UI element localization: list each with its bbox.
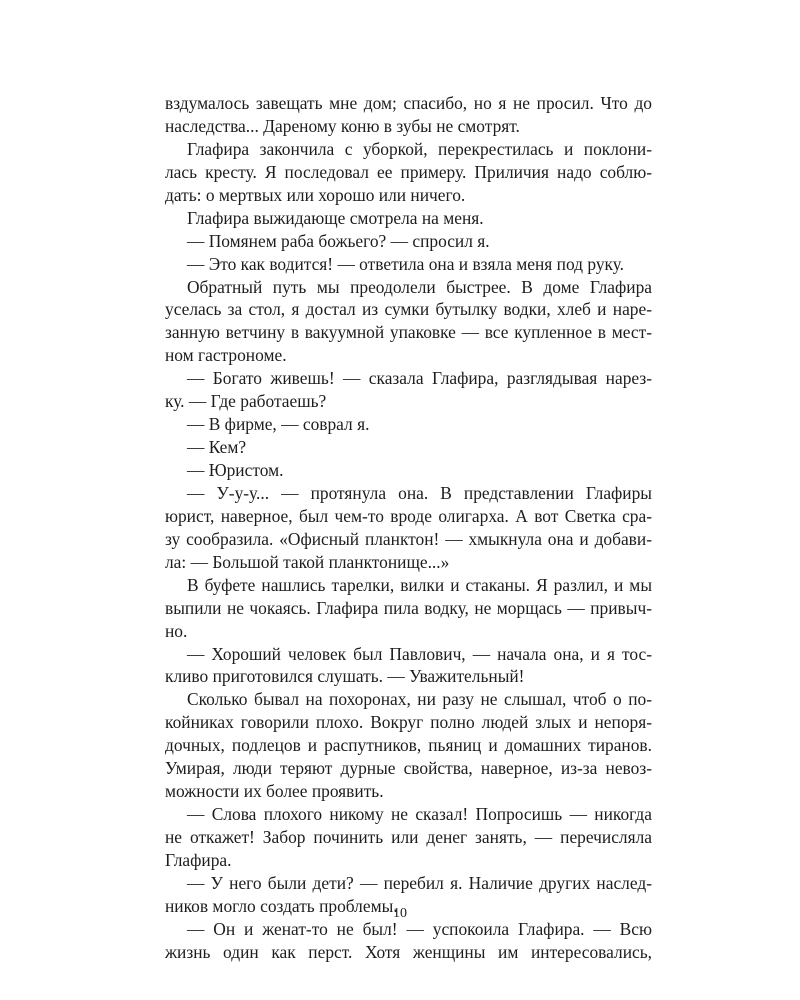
text-line: В буфете нашлись тарелки, вилки и стаканы. Я разлил, и мы (187, 574, 652, 595)
text-line: — Слова плохого никому не сказал! Попросишь — никогда (187, 804, 652, 825)
text-line: кливо приготовился слушать. — Уважительный! (165, 666, 525, 687)
text-line: дать: о мертвых или хорошо или ничего. (165, 184, 466, 205)
text-line: лась кресту. Я последовал ее примеру. Приличия надо соблю- (165, 161, 652, 182)
book-page-text (165, 92, 652, 964)
text-line: вздумалось завещать мне дом; спасибо, но я не просил. Что до (165, 93, 652, 113)
text-line: не откажет! Забор починить или денег занять, — перечисляла (165, 827, 652, 847)
text-line: занную ветчину в вакуумной упаковке — все купленное в мест- (165, 322, 652, 343)
text-line: дочных, подлецов и распутников, пьяниц и домашних тиранов. (165, 735, 652, 756)
text-line: — Хороший человек был Павлович, — начала она, и я тос- (187, 643, 652, 664)
text-line: койниках говорили плохо. Вокруг полно людей злых и непоря- (165, 712, 652, 733)
text-line: Глафира закончила с уборкой, перекрестилась и поклони- (187, 138, 652, 159)
text-line: ном гастрономе. (165, 345, 287, 366)
text-line: жизнь один как перст. Хотя женщины им интересовались, (165, 941, 652, 962)
text-line: — Кем? (187, 437, 247, 458)
text-line: ников могло создать проблемы. (165, 895, 398, 916)
text-line: выпили не чокаясь. Глафира пила водку, не морщась — привыч- (165, 597, 652, 618)
text-line: зу сообразила. «Офисный планктон! — хмыкнула она и добави- (165, 528, 652, 549)
text-line: — Юристом. (187, 460, 284, 480)
text-line: уселась за стол, я достал из сумки бутылку водки, хлеб и наре- (165, 299, 652, 320)
text-line: Сколько бывал на похоронах, ни разу не слышал, чтоб о по- (187, 689, 652, 710)
text-line: — Богато живешь! — сказала Глафира, разглядывая нарез- (187, 368, 652, 389)
text-line: ку. — Где работаешь? (165, 391, 327, 412)
text-line: — В фирме, — соврал я. (187, 414, 370, 435)
text-line: — Это как водится! — ответила она и взяла меня под руку. (187, 253, 625, 274)
text-line: но. (165, 620, 188, 641)
text-line: Глафира выжидающе смотрела на меня. (187, 207, 484, 228)
text-line: наследства... Дареному коню в зубы не смотрят. (165, 115, 520, 136)
text-line: Умирая, люди теряют дурные свойства, наверное, из-за невоз- (165, 758, 652, 779)
text-line: можности их более проявить. (165, 781, 384, 802)
text-line: — Он и женат-то не был! — успокоила Глафира. — Всю (187, 918, 652, 939)
text-line: — Помянем раба божьего? — спросил я. (187, 230, 490, 251)
text-line: Обратный путь мы преодолели быстрее. В доме Глафира (187, 276, 652, 297)
text-line: — У-у-у... — протянула она. В представлении Глафиры (187, 482, 652, 503)
text-line: — У него были дети? — перебил я. Наличие других наслед- (187, 872, 652, 893)
text-line: юрист, наверное, был чем-то вроде олигарха. А вот Светка сра- (165, 505, 652, 526)
page-number: 10 (393, 906, 407, 921)
text-line: Глафира. (165, 849, 232, 870)
text-line: ла: — Большой такой планктонище...» (165, 551, 450, 572)
